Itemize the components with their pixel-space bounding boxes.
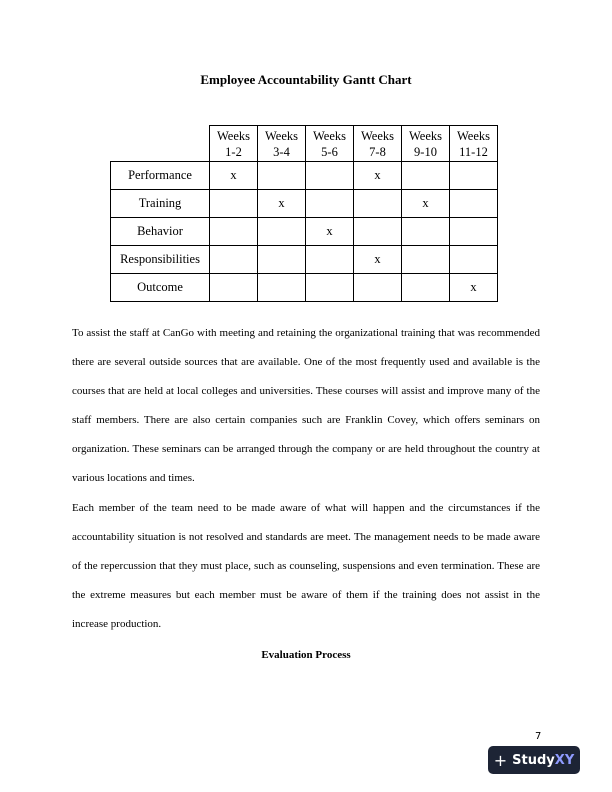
badge-text-accent: XY [554,752,575,768]
gantt-cell: x [402,190,450,218]
gantt-cell: x [450,274,498,302]
plus-icon: + [493,750,508,770]
gantt-cell [306,246,354,274]
gantt-cell [210,218,258,246]
gantt-row-training [111,190,498,218]
gantt-corner-cell [111,126,210,162]
page-number: 7 [535,731,542,742]
gantt-row-label: Outcome [111,274,210,302]
section-heading: Evaluation Process [261,649,351,661]
gantt-row-label: Responsibilities [111,246,210,274]
gantt-cell [258,246,306,274]
gantt-row-behavior [111,218,498,246]
gantt-cell [402,218,450,246]
gantt-week-header: Weeks 9-10 [402,126,450,162]
gantt-cell [450,162,498,190]
gantt-cell [258,274,306,302]
gantt-cell [450,218,498,246]
gantt-cell: x [306,218,354,246]
body-paragraph: To assist the staff at CanGo with meeting and retaining the organizational training that was recommended there are several outside sources that are available. One of the most frequently used and available is the courses that are held at local colleges and universities. These courses will assist and improve many of the staff members. There are also certain companies such are Franklin Covey, which offers seminars on organization. These seminars can be arranged through the company or are held throughout the country at various locations and times. [72,327,540,484]
gantt-cell [258,162,306,190]
gantt-cell: x [354,162,402,190]
gantt-row-performance [111,162,498,190]
gantt-cell [450,246,498,274]
body-paragraph: Each member of the team need to be made aware of what will happen and the circumstances if the accountability situation is not resolved and standards are meet. The management needs to be made aware of the repercussion that they must place, such as counseling, suspensions and even termination. These are the extreme measures but each member must be aware of them if the training does not assist in the increase production. [72,502,540,630]
gantt-cell [402,246,450,274]
gantt-cell [258,218,306,246]
gantt-cell [450,190,498,218]
gantt-cell: x [210,162,258,190]
gantt-row-outcome [111,274,498,302]
badge-text-main: Study [512,752,555,768]
gantt-cell [210,190,258,218]
gantt-row-label: Training [111,190,210,218]
gantt-cell: x [258,190,306,218]
gantt-week-header: Weeks 5-6 [306,126,354,162]
gantt-cell [402,274,450,302]
gantt-week-header: Weeks 1-2 [210,126,258,162]
gantt-row-label: Performance [111,162,210,190]
gantt-row-label: Behavior [111,218,210,246]
gantt-cell [354,190,402,218]
gantt-cell [210,246,258,274]
gantt-cell [354,274,402,302]
studyxy-badge[interactable] [488,746,580,774]
gantt-cell [306,274,354,302]
gantt-week-header: Weeks 7-8 [354,126,402,162]
gantt-cell [354,218,402,246]
gantt-week-header: Weeks 3-4 [258,126,306,162]
gantt-header-row [111,126,498,162]
gantt-table [110,125,498,302]
gantt-cell [306,162,354,190]
gantt-week-header: Weeks 11-12 [450,126,498,162]
gantt-row-responsibilities [111,246,498,274]
page-title: Employee Accountability Gantt Chart [200,72,412,87]
gantt-cell [210,274,258,302]
gantt-cell [306,190,354,218]
gantt-cell: x [354,246,402,274]
gantt-cell [402,162,450,190]
